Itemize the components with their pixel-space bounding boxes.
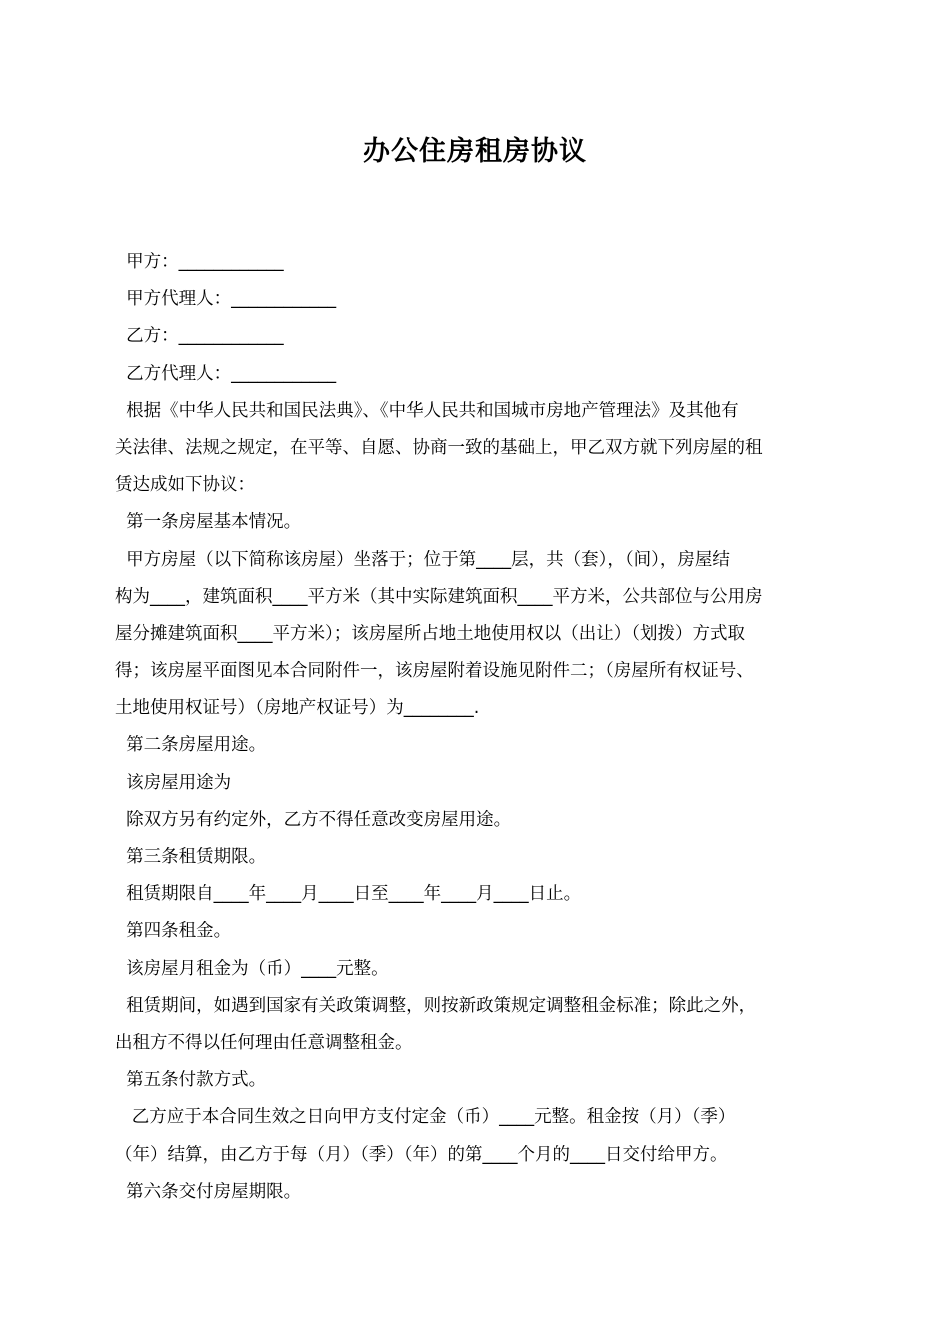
article-3-heading: 第三条租赁期限。 bbox=[115, 847, 267, 867]
article-2-heading: 第二条房屋用途。 bbox=[115, 735, 267, 756]
article-1-text-line: 屋分摊建筑面积____平方米）；该房屋所占地土地使用权以（出让）（划拨）方式取 bbox=[115, 623, 745, 644]
party-a-agent-line: 甲方代理人：____________ bbox=[115, 289, 337, 310]
article-5-text-line: 乙方应于本合同生效之日向甲方支付定金（币）____元整。租金按（月）（季） bbox=[115, 1107, 736, 1128]
article-3-text-line: 租赁期限自____年____月____日至____年____月____日止。 bbox=[115, 884, 582, 905]
article-1-heading: 第一条房屋基本情况。 bbox=[115, 512, 302, 533]
party-b-agent-line: 乙方代理人：____________ bbox=[115, 363, 337, 384]
article-5-text-line: （年）结算，由乙方于每（月）（季）（年）的第____个月的____日交付给甲方。 bbox=[115, 1144, 728, 1165]
article-1-text-line: 得；该房屋平面图见本合同附件一，该房屋附着设施见附件二；（房屋所有权证号、 bbox=[115, 661, 754, 682]
party-b-line: 乙方：____________ bbox=[115, 326, 284, 347]
article-4-text-line: 出租方不得以任何理由任意调整租金。 bbox=[115, 1032, 413, 1053]
article-1-text-line: 土地使用权证号）（房地产权证号）为________. bbox=[115, 698, 480, 719]
preamble-line: 关法律、法规之规定，在平等、自愿、协商一致的基础上，甲乙双方就下列房屋的租 bbox=[115, 437, 763, 458]
article-4-text-line: 该房屋月租金为（币）____元整。 bbox=[115, 958, 389, 979]
article-4-text-line: 租赁期间，如遇到国家有关政策调整，则按新政策规定调整租金标准；除此之外， bbox=[115, 995, 757, 1016]
document-body bbox=[115, 244, 840, 1211]
article-4-heading: 第四条租金。 bbox=[115, 921, 232, 942]
preamble-line: 根据《中华人民共和国民法典》、《中华人民共和国城市房地产管理法》及其他有 bbox=[115, 400, 739, 421]
article-1-text-line: 构为____，建筑面积____平方米（其中实际建筑面积____平方米，公共部位与公用房 bbox=[115, 586, 763, 607]
article-5-heading: 第五条付款方式。 bbox=[115, 1070, 267, 1091]
article-2-text-line: 除双方另有约定外，乙方不得任意改变房屋用途。 bbox=[115, 809, 512, 830]
party-a-line: 甲方：____________ bbox=[115, 252, 284, 272]
article-6-heading: 第六条交付房屋期限。 bbox=[115, 1181, 302, 1202]
document-title: 办公住房租房协议 bbox=[363, 136, 587, 167]
article-1-text-line: 甲方房屋（以下简称该房屋）坐落于；位于第____层，共（套），（间），房屋结 bbox=[115, 549, 730, 570]
article-2-text-line: 该房屋用途为 bbox=[115, 772, 232, 793]
preamble-line: 赁达成如下协议： bbox=[115, 475, 255, 496]
